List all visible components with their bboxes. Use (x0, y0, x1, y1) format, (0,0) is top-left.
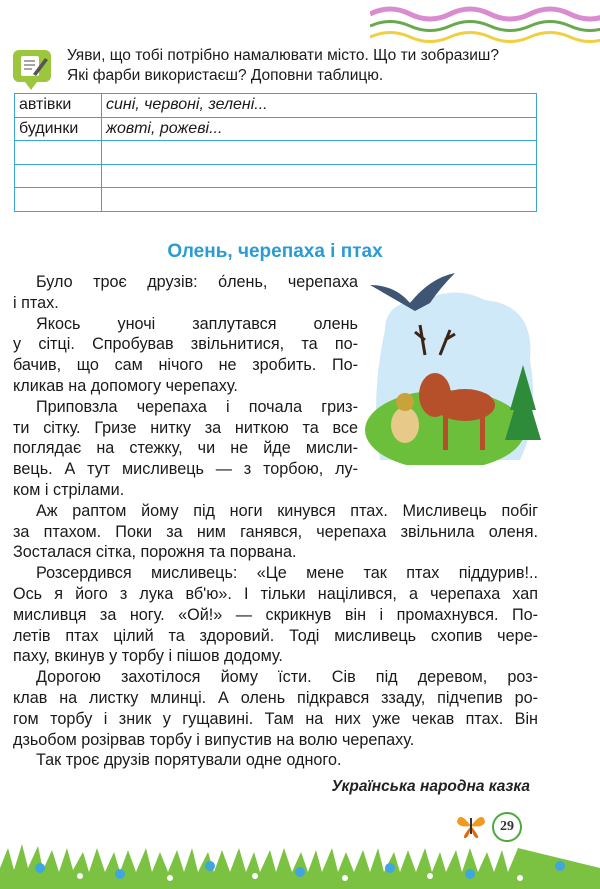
table-row (15, 141, 537, 165)
grass-flowers-border (0, 838, 600, 889)
table-cell-object: будинки (15, 117, 102, 141)
table-row (15, 94, 537, 118)
task-instruction (67, 46, 499, 86)
story-line: Приповзла черепаха і почала гриз- (36, 397, 358, 416)
table-cell-colors[interactable] (102, 141, 537, 165)
story-line: Зосталася сітка, порожня та порвана. (13, 543, 297, 562)
story-line: вець. А тут мисливець — з торбою, лу- (13, 460, 358, 479)
story-attribution: Українська народна казка (331, 778, 530, 795)
story-line: і птах. (13, 293, 59, 312)
story-line: бачив, що сам нічого не зробить. По- (13, 356, 358, 375)
table-cell-colors: сині, червоні, зелені... (102, 94, 537, 118)
table-row (15, 164, 537, 188)
story-line: летів птах цілий та здоровий. Тоді мисливець схопив чере- (13, 626, 538, 645)
story-line: Дорогою захотілося йому їсти. Сів під деревом, роз- (36, 668, 538, 687)
story-line: Було троє друзів: о́лень, черепаха (36, 273, 358, 291)
table-cell-object: автівки (15, 94, 102, 118)
pencil-notepad-icon (13, 50, 53, 92)
table-cell-colors[interactable] (102, 164, 537, 188)
table-row (15, 117, 537, 141)
story-line: Ось я його з лука вб'ю». І тільки націлився, а черепаха хап (13, 584, 538, 603)
story-line: клав на листку млинці. А олень підкрався ззаду, підчепив ро- (13, 688, 538, 707)
story-line: мисливця за ногу. «Ой!» — скрикнув він і промахнувся. По- (13, 605, 538, 624)
task-line: Уяви, що тобі потрібно намалювати місто. Що ти зобразиш? (67, 47, 499, 64)
story-line: Якось уночі заплутався олень (36, 314, 358, 333)
task-line: Які фарби використаєш? Доповни таблицю. (67, 67, 384, 84)
story-line: за птахом. Поки за ним ганявся, черепаха звільнила оленя. (13, 522, 538, 541)
butterfly-icon (455, 812, 487, 840)
story-line: Аж раптом йому під ноги кинувся птах. Мисливець побіг (36, 501, 538, 520)
table-cell-object[interactable] (15, 141, 102, 165)
story-line: у сітці. Спробував звільнитися, та по- (13, 335, 358, 354)
story-line: поглядає на стежку, чи не йде мисли- (13, 439, 358, 458)
story-line: Розсердився мисливець: «Це мене так птах піддурив!.. (36, 564, 538, 583)
story-title: Олень, черепаха і птах (167, 241, 383, 262)
story-line: паху, вкинув у торбу і пішов додому. (13, 647, 283, 666)
story-line: кликав на допомогу черепаху. (13, 376, 238, 395)
table-cell-object[interactable] (15, 188, 102, 212)
page-number: 29 (492, 812, 522, 842)
story-text (13, 272, 538, 771)
colors-table (14, 93, 537, 212)
table-cell-colors[interactable] (102, 188, 537, 212)
story-line: ти сітку. Гризе нитку за ниткою та все (13, 418, 358, 437)
wavy-lines-decoration (370, 0, 600, 50)
story-line: Так троє друзів порятували одне одного. (36, 751, 342, 770)
table-cell-object[interactable] (15, 164, 102, 188)
story-line: гом торбу і зник у гущавині. Там на них уже чекав птах. Він (13, 709, 538, 728)
story-line: дзьобом розірвав торбу і випустив на волю черепаху. (13, 730, 415, 749)
story-line: ком і стрілами. (13, 480, 125, 499)
story-text-beside-image (13, 272, 538, 501)
table-row (15, 188, 537, 212)
story-text-full-width (13, 501, 538, 771)
table-cell-colors: жовті, рожеві... (102, 117, 537, 141)
